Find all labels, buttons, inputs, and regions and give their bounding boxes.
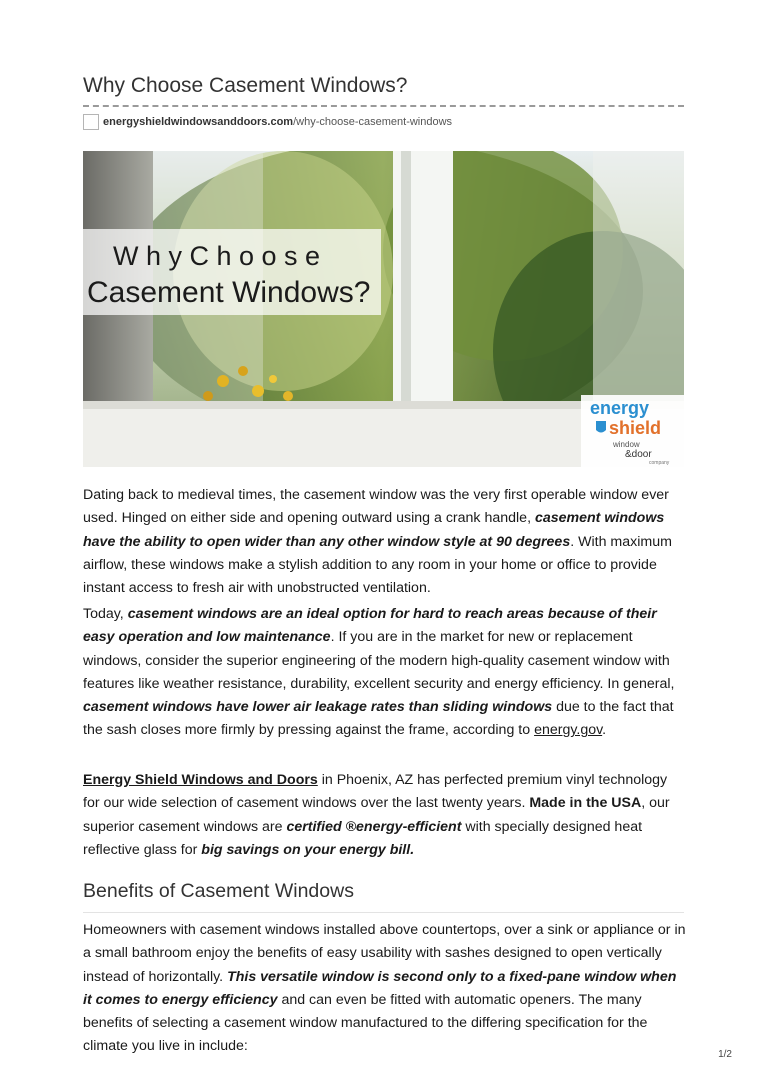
p2-text-2: . If you are in the market for new or replacement windows, consider the superior engineering of the modern high-quality casement window with features like weather resistance, durability, excellent security and energy efficiency. In general, (83, 629, 675, 692)
title-divider (83, 105, 684, 107)
p2-text-3: due to the fact that the sash closes more firmly by pressing against the frame, according to (83, 699, 674, 739)
energy-shield-link[interactable]: Energy Shield Windows and Doors (83, 772, 318, 788)
hero-line-1: W h y C h o o s e (113, 241, 321, 271)
paragraph-3 (83, 769, 686, 862)
paragraph-1 (83, 484, 686, 600)
logo-energy: energy (590, 398, 650, 418)
p3-text: in Phoenix, AZ has perfected premium vinyl technology for our wide selection of casement windows over the last twenty years. (83, 772, 668, 812)
source-domain: energyshieldwindowsanddoors.com (103, 116, 294, 128)
source-line (83, 113, 452, 131)
page-number: 1/2 (718, 1049, 732, 1060)
paragraph-2 (83, 603, 686, 743)
logo-shield: shield (609, 418, 662, 438)
page-title: Why Choose Casement Windows? (83, 74, 408, 97)
p4-text: Homeowners with casement windows installed above countertops, over a sink or appliance or in a small bathroom enjoy the benefits of easy usability with sashes designed to open vertically instead of horizontally. (83, 922, 686, 985)
p1-text-2: . With maximum airflow, these windows make a stylish addition to any room in your home or office to provide instant access to fresh air with unobstructed ventilation. (83, 533, 672, 597)
source-url[interactable] (103, 116, 452, 128)
p3-text-2: , our superior casement windows are (83, 795, 670, 835)
p2-text-4: . (602, 722, 607, 739)
logo-window: window (613, 440, 640, 449)
section-heading: Benefits of Casement Windows (83, 880, 354, 902)
logo-door: &door (625, 449, 652, 460)
hero-line-2: Casement Windows? (87, 276, 371, 309)
energy-gov-link[interactable]: energy.gov (534, 722, 603, 739)
p3-emphasis-2: big savings on your energy bill. (201, 841, 415, 858)
section-divider (83, 912, 684, 913)
p1-text: Dating back to medieval times, the casement window was the very first operable window ever used. Hinged on either side and opening outward using a crank handle, (83, 487, 669, 527)
p3-emphasis: certified ®energy-efficient (286, 818, 462, 835)
p4-text-2: and can even be fitted with automatic openers. The many benefits of selecting a casement window manufactured to the differing specification for the climate you live in include: (83, 991, 648, 1055)
hero-image (83, 151, 684, 467)
paragraph-4 (83, 919, 686, 1059)
p3-bold: Made in the USA (529, 795, 642, 812)
p1-emphasis: casement windows have the ability to open wider than any other window style at 90 degrees (83, 510, 665, 550)
p3-text-3: with specially designed heat reflective glass for (83, 818, 643, 858)
p2-emphasis-2: casement windows have lower air leakage rates than sliding windows (83, 699, 553, 716)
favicon-icon (83, 114, 99, 130)
p2-text: Today, (83, 606, 128, 622)
p2-emphasis: casement windows are an ideal option for hard to reach areas because of their easy operation and low maintenance (83, 606, 657, 646)
shield-icon (596, 421, 606, 433)
p4-emphasis: This versatile window is second only to a fixed-pane window when it comes to energy efficiency (83, 968, 677, 1008)
logo-company: company (649, 460, 670, 466)
source-path: /why-choose-casement-windows (293, 116, 453, 128)
